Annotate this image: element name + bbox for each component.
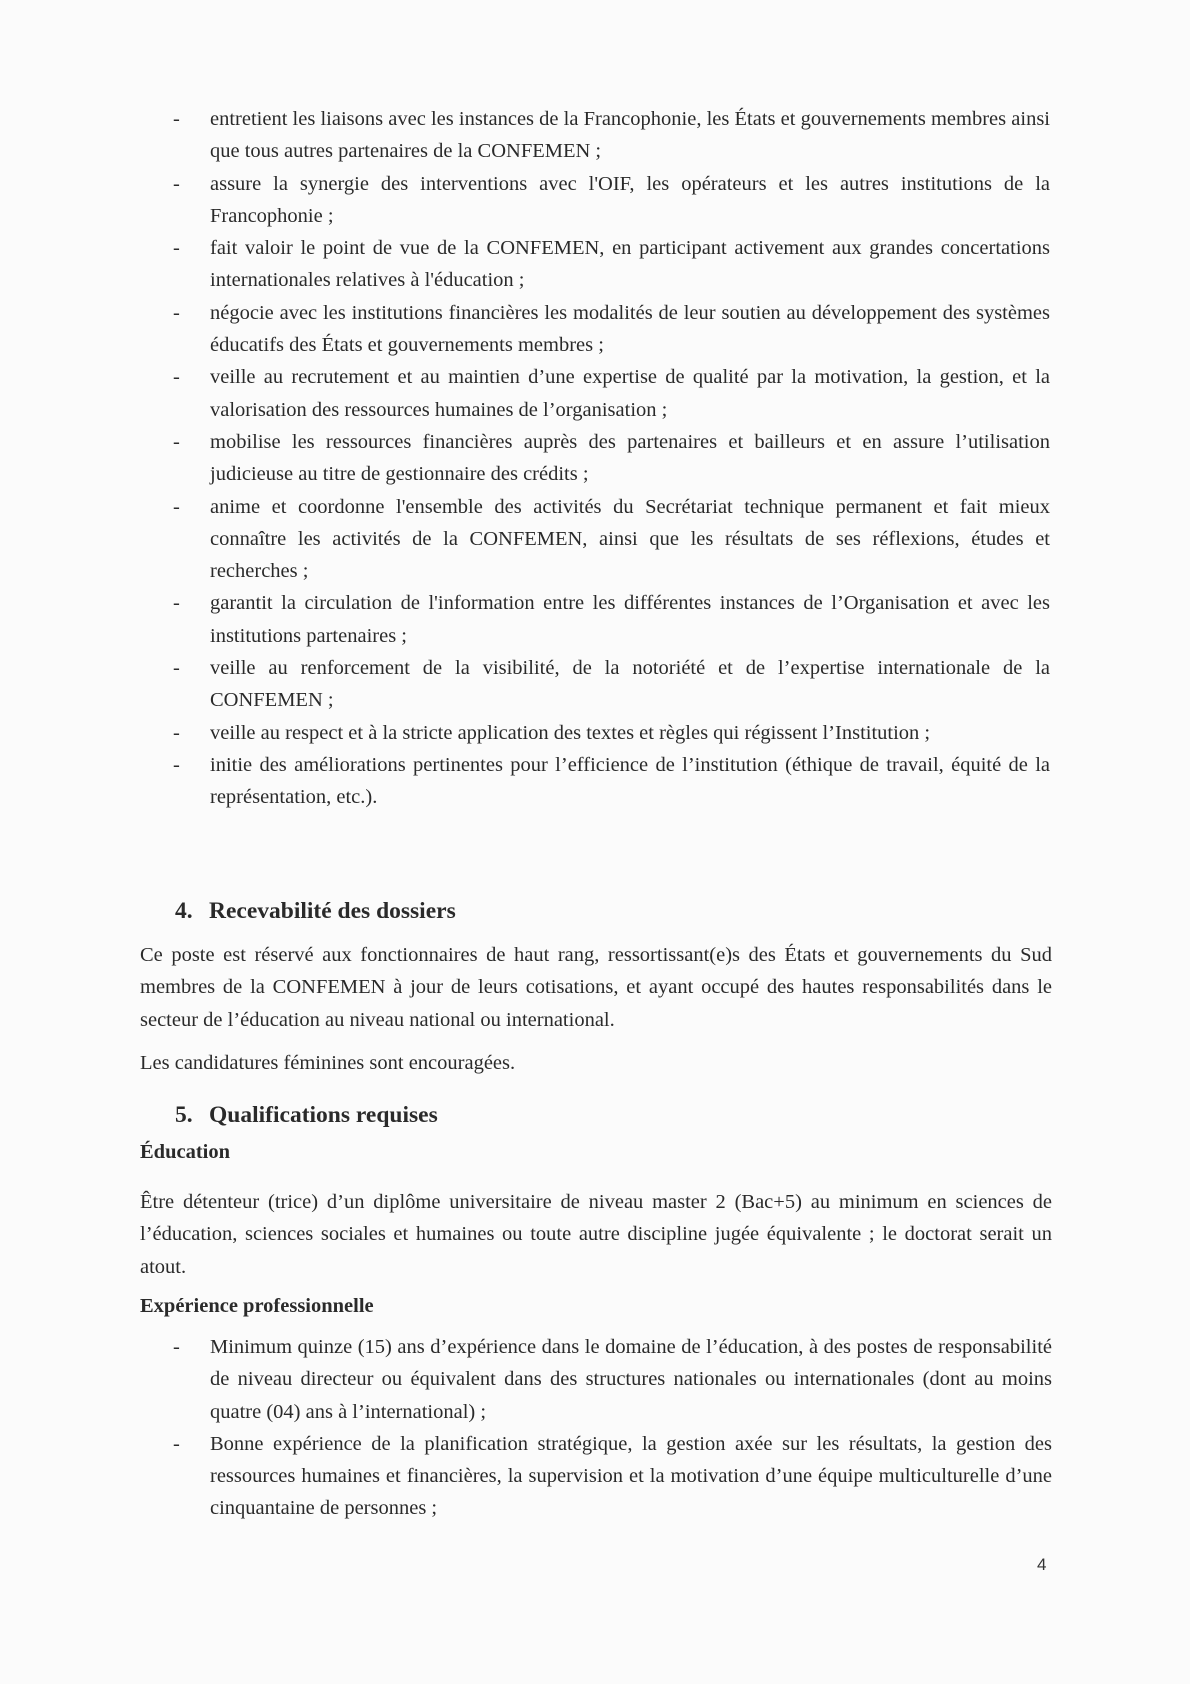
experience-list (170, 1331, 1052, 1525)
bullet-dash: - (173, 592, 180, 615)
list-item (170, 587, 1050, 652)
section-title: Recevabilité des dossiers (209, 898, 456, 924)
section-number: 5. (175, 1102, 193, 1128)
bullet-dash: - (173, 366, 180, 389)
page-number: 4 (1037, 1555, 1047, 1574)
responsibilities-list (170, 103, 1050, 814)
list-item (170, 361, 1050, 426)
education-subheading: Éducation (140, 1141, 230, 1163)
list-item-text: Minimum quinze (15) ans d’expérience dans le domaine de l’éducation, à des postes de responsabilité de niveau directeur ou équivalent dans des structures nationales ou internationales (dont au moins quatre (04) ans à l’international) ; (210, 1336, 1052, 1423)
list-item (170, 652, 1050, 717)
list-item (170, 168, 1050, 233)
list-item-text: entretient les liaisons avec les instances de la Francophonie, les États et gouvernements membres ainsi que tous autres partenaires de la CONFEMEN ; (210, 108, 1050, 163)
list-item-text: garantit la circulation de l'information entre les différentes instances de l’Organisation et avec les institutions partenaires ; (210, 592, 1050, 647)
bullet-dash: - (173, 657, 180, 680)
section-title: Qualifications requises (209, 1102, 438, 1128)
list-item (170, 232, 1050, 297)
bullet-dash: - (173, 1432, 180, 1455)
education-paragraph: Être détenteur (trice) d’un diplôme universitaire de niveau master 2 (Bac+5) au minimum en sciences de l’éducation, sciences sociales et humaines ou toute autre discipline jugée équivalente ; le doctorat serait un atout. (140, 1191, 1052, 1278)
list-item-text: initie des améliorations pertinentes pour l’efficience de l’institution (éthique de travail, équité de la représentation, etc.). (210, 753, 1050, 809)
section-number: 4. (175, 898, 193, 924)
list-item-text: négocie avec les institutions financières les modalités de leur soutien au développement des systèmes éducatifs des États et gouvernements membres ; (210, 301, 1050, 357)
bullet-dash: - (173, 1336, 180, 1358)
bullet-dash: - (173, 108, 180, 130)
list-item-text: veille au recrutement et au maintien d’une expertise de qualité par la motivation, la gestion, et la valorisation des ressources humaines de l’organisation ; (210, 366, 1050, 421)
bullet-dash: - (173, 753, 180, 776)
bullet-dash: - (173, 721, 180, 744)
list-item-text: assure la synergie des interventions avec l'OIF, les opérateurs et les autres institutions de la Francophonie ; (210, 172, 1050, 227)
bullet-dash: - (173, 495, 180, 518)
list-item-text: veille au renforcement de la visibilité, de la notoriété et de l’expertise internationale de la CONFEMEN ; (210, 657, 1050, 712)
list-item-text: anime et coordonne l'ensemble des activités du Secrétariat technique permanent et fait mieux connaître les activités de la CONFEMEN, ainsi que les résultats de ses réflexions, études et recherches ; (210, 495, 1050, 583)
list-item-text: Bonne expérience de la planification stratégique, la gestion axée sur les résultats, la gestion des ressources humaines et financières, la supervision et la motivation d’une équipe multiculturelle d’une cinquantaine de personnes ; (210, 1432, 1052, 1520)
bullet-dash: - (173, 430, 180, 453)
list-item (170, 103, 1050, 168)
list-item (170, 717, 1050, 749)
list-item-text: mobilise les ressources financières auprès des partenaires et bailleurs et en assure l’utilisation judicieuse au titre de gestionnaire des crédits ; (210, 430, 1050, 486)
eligibility-paragraph: Ce poste est réservé aux fonctionnaires de haut rang, ressortissant(e)s des États et gouvernements du Sud membres de la CONFEMEN à jour de leurs cotisations, et ayant occupé des hautes responsabilités dans le secteur de l’éducation au niveau national ou international. (140, 944, 1052, 1031)
bullet-dash: - (173, 172, 180, 195)
bullet-dash: - (173, 237, 180, 260)
section-4-heading (175, 898, 456, 925)
women-encouraged-note: Les candidatures féminines sont encouragées. (140, 1052, 516, 1074)
list-item (170, 426, 1050, 491)
bullet-dash: - (173, 301, 180, 324)
section-5-heading (175, 1102, 438, 1129)
list-item (170, 297, 1050, 362)
list-item (170, 749, 1050, 814)
list-item (170, 1331, 1052, 1428)
list-item (170, 491, 1050, 588)
list-item-text: veille au respect et à la stricte application des textes et règles qui régissent l’Institution ; (210, 721, 931, 744)
list-item (170, 1428, 1052, 1525)
experience-subheading: Expérience professionnelle (140, 1295, 374, 1317)
list-item-text: fait valoir le point de vue de la CONFEMEN, en participant activement aux grandes concertations internationales relatives à l'éducation ; (210, 237, 1050, 292)
